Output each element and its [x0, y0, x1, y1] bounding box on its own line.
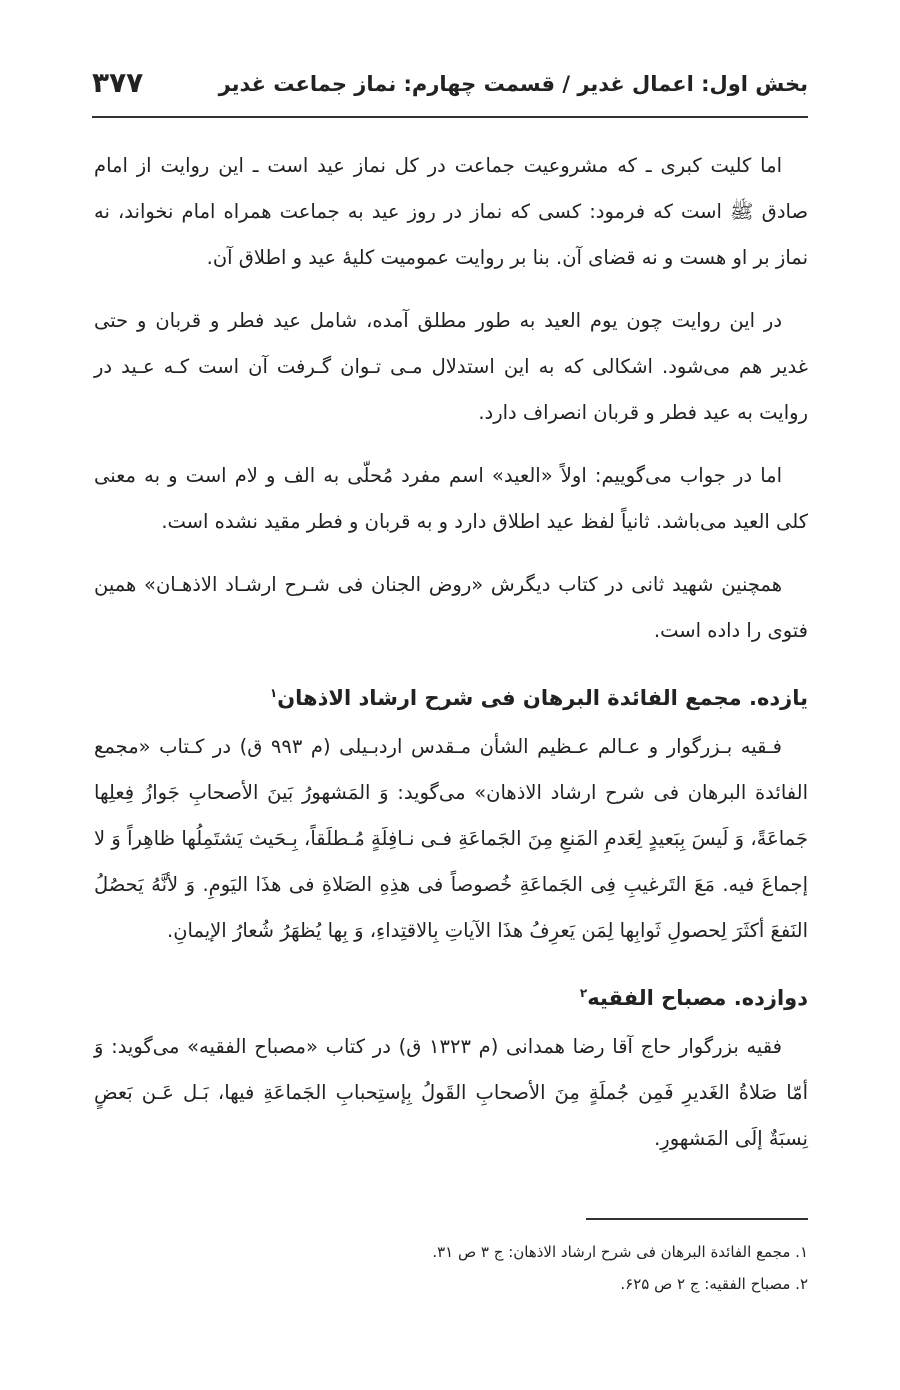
- section-title-11: یازده. مجمع الفائدة البرهان فی شرح ارشاد الاذهان: [277, 686, 808, 710]
- footnotes: [92, 1236, 808, 1300]
- footnote-1: ۱. مجمع الفائدة البرهان فی شرح ارشاد الاذهان: ج ۳ ص ۳۱.: [432, 1243, 808, 1261]
- page-body: [94, 143, 808, 1179]
- paragraph-4: همچنین شهید ثانی در کتاب دیگرش «روض الجنان فی شـرح ارشـاد الاذهـان» همین فتوی را داده است.: [94, 573, 808, 642]
- footnote-ref-1: ۱: [269, 686, 278, 700]
- footnote-ref-2: ۲: [579, 986, 588, 1000]
- footnote-divider: [586, 1218, 808, 1220]
- paragraph-3: اما در جواب می‌گوییم: اولاً «العید» اسم مفرد مُحلّی به الف و لام است و به معنی کلی العید می‌باشد. ثانیاً لفظ عید اطلاق دارد و به قربان و فطر مقید نشده است.: [94, 464, 808, 533]
- running-title: بخش اول: اعمال غدیر / قسمت چهارم: نماز جماعت غدیر: [218, 72, 808, 96]
- section-heading-11: [94, 671, 808, 720]
- paragraph-1: اما کلیت کبری ـ که مشروعیت جماعت در کل نماز عید است ـ این روایت از امام صادق ﷺ است که فرمود: کسی که نماز در روز عید به جماعت همراه امام نخواند، نه نماز بر او هست و نه قضای آن. بنا بر روایت عمومیت کلیهٔ عید و اطلاق آن.: [94, 154, 808, 269]
- section-heading-12: [94, 971, 808, 1020]
- page-number: ۳۷۷: [92, 66, 144, 99]
- section-12-paragraph: فقیه بزرگوار حاج آقا رضا همدانی (م ۱۳۲۳ ق) در کتاب «مصباح الفقیه» می‌گوید: وَ أمّا صَلاةُ الغَدیرِ فَمِن جُملَةٍ مِنَ الأصحابِ القَولُ بِإستِحبابِ الجَماعَةِ فیها، بَـل عَـن بَعضٍ نِسبَةٌ إلَی المَشهورِ.: [94, 1035, 808, 1150]
- footnote-2: ۲. مصباح الفقیه: ج ۲ ص ۶۲۵.: [620, 1275, 808, 1293]
- paragraph-2: در این روایت چون یوم العید به طور مطلق آمده، شامل عید فطر و قربان و حتی غدیر هم می‌شود. اشکالی که به این استدلال مـی تـوان گـرفت آن است کـه عـید در روایت به عید فطر و قربان انصراف دارد.: [94, 309, 808, 424]
- section-11-paragraph: فـقیه بـزرگوار و عـالم عـظیم الشأن مـقدس اردبـیلی (م ۹۹۳ ق) در کـتاب «مجمع الفائدة البرهان فی شرح ارشاد الاذهان» می‌گوید: وَ المَشهورُ بَینَ الأصحابِ جَوازُ فِعلِها جَماعَةً، وَ لَیسَ بِبَعیدٍ لِعَدمِ المَنعِ مِنَ الجَماعَةِ فـی نـافِلَةٍ مُـطلَقاً، بِـحَیث یَشتَمِلُها ظاهِراً وَ لا إجماعَ فیه. مَعَ التَرغیبِ فِی الجَماعَةِ خُصوصاً فی هذِهِ الصَلاةِ فی هذَا الیَومِ. وَ لأنَّهُ یَحصُلُ النَفعَ أکثَرَ لِحصولِ ثَوابِها لِمَن یَعرِفُ هذَا الآیاتِ بِالاقتِداءِ، وَ بِها یُظهَرُ شُعارُ الإیمانِ.: [94, 735, 808, 942]
- page-header: [92, 66, 808, 118]
- section-title-12: دوازده. مصباح الفقیه: [587, 986, 808, 1010]
